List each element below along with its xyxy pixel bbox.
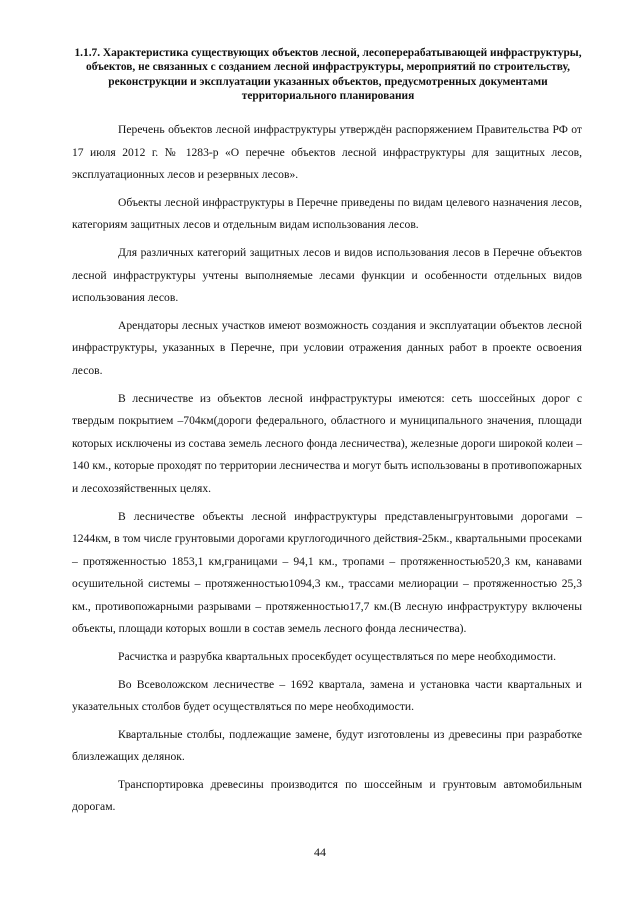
paragraph-clearing: Расчистка и разрубка квартальных просекбудет осуществляться по мере необходимости. <box>118 650 557 664</box>
paragraph-quarters: Во Всеволожском лесничестве – 1692 квартала, замена и установка части квартальных и указательных столбов будет осуществляться по мере необходимости. <box>72 677 582 714</box>
paragraph-transportation: Транспортировка древесины производится по шоссейным и грунтовым автомобильным дорогам. <box>72 778 582 814</box>
paragraph-quarter-posts: Квартальные столбы, подлежащие замене, будут изготовлены из древесины при разработке близлежащих делянок. <box>72 727 582 764</box>
page-number: 44 <box>314 845 326 859</box>
paragraph-infrastructure-objects: В лесничестве объекты лесной инфраструктуры представленыгрунтовыми дорогами –1244км, в том числе грунтовыми дорогами круглогодичного действия-25км., квартальными просеками – протяженностью 1853,1 км,границами – 94,1 км., тропами – протяженностью520,3 км, канавами осушительной системы – протяженностью1094,3 км., трассами мелиорации – протяженностью 25,3 км., противопожарными разрывами – протяженностью17,7 км.(В лесную инфраструктуру включены объекты, площади которых вошли в состав земель лесного фонда лесничества). <box>72 509 582 636</box>
body-text <box>72 119 582 823</box>
paragraph-infrastructure-categories: Объекты лесной инфраструктуры в Перечне приведены по видам целевого назначения лесов, категориям защитных лесов и отдельным видам использования лесов. <box>72 195 582 232</box>
paragraph-existing-roads: В лесничестве из объектов лесной инфраструктуры имеются: сеть шоссейных дорог с твердым покрытием –704км(дороги федерального, областного и муниципального значения, площади которых исключены из состава земель лесного фонда лесничества), железные дороги широкой колеи – 140 км., которые проходят по территории лесничества и могут быть использованы в противопожарных и лесохозяйственных целях. <box>72 391 582 495</box>
paragraph-forest-functions: Для различных категорий защитных лесов и видов использования лесов в Перечне объектов лесной инфраструктуры учтены выполняемые лесами функции и особенности отдельных видов использования лесов. <box>72 245 582 305</box>
paragraph-infrastructure-list-decree: Перечень объектов лесной инфраструктуры утверждён распоряжением Правительства РФ от 17 июля 2012 г. № 1283-р «О перечне объектов лесной инфраструктуры для защитных лесов, эксплуатационных лесов и резервных лесов». <box>72 123 582 182</box>
paragraph-leaseholders: Арендаторы лесных участков имеют возможность создания и эксплуатации объектов лесной инфраструктуры, указанных в Перечне, при условии отражения данных работ в проекте освоения лесов. <box>72 318 582 377</box>
section-heading: 1.1.7. Характеристика существующих объектов лесной, лесоперерабатывающей инфраструктуры, объектов, не связанных с созданием лесной инфраструктуры, мероприятий по строительству, реконструкции и эксплуатации указанных объектов, предусмотренных документами территориального планирования <box>74 47 582 103</box>
